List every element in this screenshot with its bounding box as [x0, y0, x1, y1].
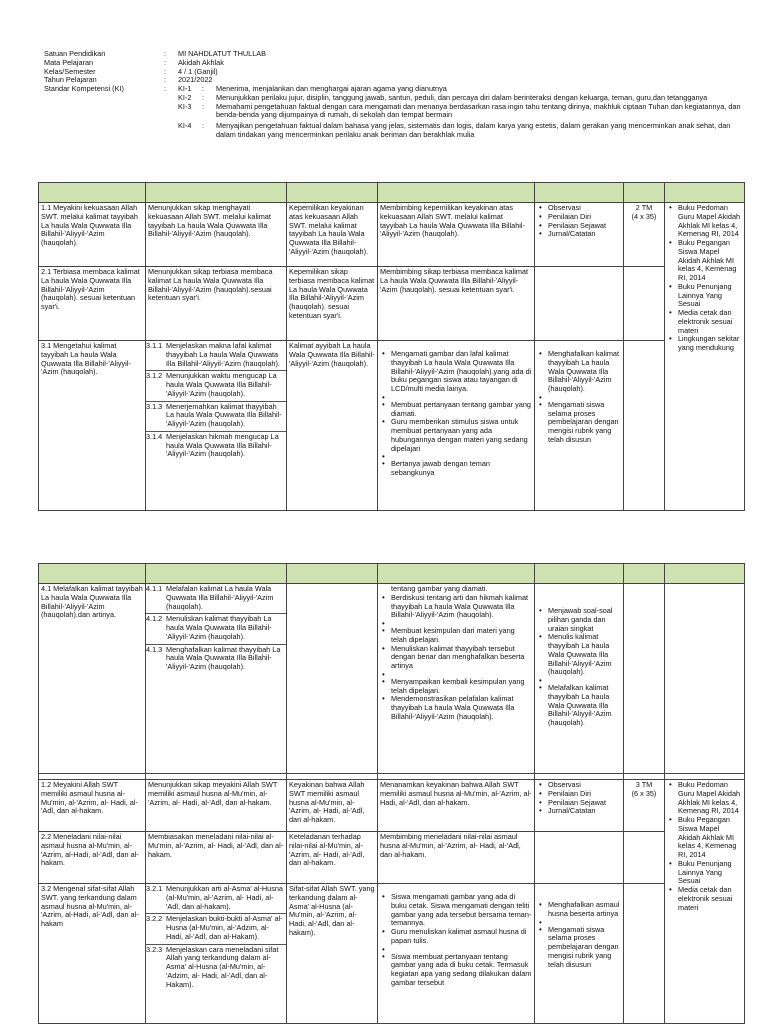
materi-cell: Sifat-sifat Allah SWT. yang terkandung dalam al-Asma' al-Husna (al-Mu'min, al-'Azrim, al- Hadi, al-'Adl, dan al-hakam).	[287, 884, 378, 1024]
list-item: • Menuliskan kalimat thayyibah tersebut dengan benar dan menghafalkan beserta artinya	[380, 645, 532, 671]
header-label: Tahun Pelajaran	[44, 75, 97, 85]
header-label: Kelas/Semester	[44, 66, 96, 76]
list-item: • Menyampaikan kembali kesimpulan yang telah dipelajari.	[380, 678, 532, 696]
list-item: • Siswa membuat pertanyaan tentang gambar yang ada di buku cetak. Termasuk kegiatan apa yang sedang dilakukan dalam gambar tersebut	[380, 953, 532, 988]
list-item: • Guru menuliskan kalimat asmaul husna di papan tulis.	[380, 928, 532, 946]
materi-cell	[287, 584, 378, 774]
list-item: • Mendemonstrasikan pelafalan kalimat thayyibah La haula Wala Quwwata Illa Billahil-'Aliyyil-'Azim (hauqolah).	[380, 695, 532, 721]
list-item: • Penilaian Diri	[537, 213, 621, 222]
waktu-menit: (4 x 35)	[631, 211, 657, 221]
list-item: • Berdiskusi tentang arti dan hikmah kalimat thayyibah La haula Wala Quwwata Illa Billahil-'Aliyyil-'Azim (hauqolah).	[380, 594, 532, 620]
list-item: • Bertanya jawab dengan teman sebangkunya	[380, 460, 532, 478]
penilaian-cell	[535, 267, 624, 341]
table-row	[39, 341, 745, 511]
kd-cell: 2.2 Meneladani nilai-nilai asmaul husna al-Mu'min, al-'Azrim, al-Hadi, al-'Adl, dan al-hakam.	[39, 832, 146, 884]
penilaian-cell	[535, 832, 624, 884]
list-item: • Penilaian Sejawat	[537, 799, 621, 808]
colon: :	[164, 75, 167, 85]
list-item: • Observasi	[537, 781, 621, 790]
list-item: • Menjawab soal-soal pilihan ganda dan uraian singkat	[537, 607, 621, 633]
ki-item: KI-4 : Menyajikan pengetahuan faktual dalam bahasa yang jelas, sistematis dan logis, dalam karya yang estetis, dalam gerakan yang mencerminkan anak sehat, dan dalam tindakan yang mencerminkan perilaku anak beriman dan berakhlak mulia	[178, 121, 731, 139]
materi-cell: Kalimat ayyibah La haula Wala Quwwata Illa Billahil-'Aliyyil-'Azim (hauqolah).	[287, 341, 378, 511]
kd-cell: 3.1 Mengetahui kalimat tayyibah La haula Wala Quwwata Illa Billahil-'Aliyyil-'Azim (hauqolah).	[39, 341, 146, 511]
table-header-row	[39, 564, 745, 584]
sub-indicator: 3.2.1 Menunjukkan arti al-Asma' al-Husna (al-Mu'min, al-'Azrim, al- Hadi, al-'Adl, dan al-hakam).	[146, 884, 286, 914]
header-row	[44, 68, 744, 77]
list-item: • Melafalkan kalimat thayyibah La haula Wala Quwwata Illa Billahil-'Aliyyil-'Azim (hauqolah).	[537, 684, 621, 728]
sumber-cell	[665, 584, 745, 774]
materi-cell: Kepemilikan keyakinan atas kekuasaan Allah SWT. melalui kalimat tayyibah La haula Wala Quwwata Illa Billahil-'Aliyyil-'Azim (hauqolah).	[287, 203, 378, 267]
waktu-tm: 2 TM	[635, 203, 653, 212]
colon: :	[164, 84, 167, 93]
ki-item: KI-2 : Menunjukkan perilaku jujur, disiplin, tanggung jawab, santun, peduli, dan percaya diri dalam berinteraksi dengan keluarga, teman, guru,dan tetangganya	[178, 92, 708, 102]
kegiatan-cell: Menanamkan keyakinan bahwa Allah SWT memiliki asmaul husna al-Mu'min, al-'Azrim, al- Hadi, al-'Adl, dan al-hakam.	[378, 780, 535, 832]
kegiatan-continuation: tentang gambar yang diamati.	[391, 584, 488, 593]
indikator-cell	[146, 341, 287, 511]
colon: :	[164, 49, 167, 58]
list-item: • Buku Pegangan Siswa Mapel Akidah Akhlak MI kelas 4, Kemenag RI, 2014	[667, 816, 742, 860]
penilaian-cell	[535, 780, 624, 832]
penilaian-cell	[535, 203, 624, 267]
sub-indicator: 4.1.1 Melafalan kalimat La haula Wala Quwwata Illa Billahil-'Aliyyil-'Azim (hauqolah).	[146, 584, 286, 614]
sub-indicator: 3.2.3 Menjelaskan cara meneladani sifat Allah yang terkandung dalam al-Asma' al-Husna (al-Mu'min, al-'Adzim, al- Hadi, al-'Adl, dan al-Hakam).	[146, 944, 279, 989]
waktu-cell	[624, 341, 665, 511]
list-item: • Menulis kalimat thayyibah La haula Wala Quwwata Illa Billahil-'Aliyyil-'Azim (hauqolah).	[537, 633, 621, 677]
list-item: • Membuat kesimpulan dari materi yang telah dipelajari.	[380, 627, 532, 645]
materi-cell: Keyakinan bahwa Allah SWT memiliki asmaul husna al-Mu'min, al-'Azrim, al- Hadi, al-'Adl, dan al-hakam.	[287, 780, 378, 832]
indikator-cell	[146, 884, 287, 1024]
sub-indicator: 3.2.2 Menjelaskan bukti-bukti al-Asma' al-Husna (al-Mu'min, al-'Adzim, al- Hadi, al-'Adl, dan al-Hakam).	[146, 914, 286, 944]
waktu-tm: 3 TM	[635, 780, 653, 789]
header-label: Standar Kompetensi (KI)	[44, 84, 124, 93]
list-item: • Buku Pegangan Siswa Mapel Akidah Akhlak MI kelas 4, Kemenag RI, 2014	[667, 239, 742, 283]
kegiatan-cell	[378, 584, 535, 774]
table-header-row	[39, 183, 745, 203]
list-item: • Media cetak dan elektronik sesuai materi	[667, 309, 742, 335]
header-value: 2021/2022	[178, 75, 213, 85]
kd-cell: 3.2 Mengenal sifat-sifat Allah SWT. yang terkandung dalam asmaul husna al-Mu'min, al-'Azrim, al-Hadi, al-'Adl, dan al-hakam	[39, 884, 146, 1024]
list-item: • Menghafalkan asmaul husna beserta artinya	[537, 901, 621, 919]
list-item: • Lingkungan sekitar yang mendukung	[667, 335, 742, 353]
indikator-cell	[146, 584, 287, 774]
kegiatan-cell: Membimbing kepemilikan keyakinan atas kekuasaan Allah SWT. melalui kalimat tayyibah La haula Wala Quwwata Illa Billahil-'Aliyyil-'Azim (hauqolah).	[378, 203, 535, 267]
colon: :	[164, 57, 167, 67]
list-item: • Mengamati siswa selama proses pembelajaran dengan mengisi rubrik yang telah disusun	[537, 401, 621, 445]
sub-indicator: 4.1.2 Menuliskan kalimat thayyibah La haula Wala Quwwata Illa Billahil-'Aliyyil-'Azim (hauqolah).	[146, 614, 286, 644]
header-value: 4 / 1 (Ganjil)	[178, 66, 218, 76]
header-row	[44, 59, 744, 68]
list-item: • Penilaian Diri	[537, 790, 621, 799]
ki-item: KI-3 : Memahami pengetahuan faktual dengan cara mengamati dan menanya berdasarkan rasa ingin tahu tentang dirinya, makhluk ciptaan Tuhan dan kegiatannya, dan benda-benda yang dijumpainya di rumah, di sekolah dan tempat bermain	[178, 101, 741, 120]
list-item: • Mengamati siswa selama proses pembelajaran dengan mengisi rubrik yang telah disusun	[537, 926, 621, 970]
table-row	[39, 203, 745, 267]
list-item: • Jurnal/Catatan	[537, 807, 621, 816]
table-row	[39, 267, 745, 341]
waktu-cell	[624, 584, 665, 774]
indikator-cell: Menunjukkan sikap menghayati kekuasaan Allah SWT. melalui kalimat tayyibah La haula Wala Quwwata Illa Billahil-'Aliyyil-'Azim (hauqolah).	[146, 203, 287, 267]
waktu-cell	[624, 884, 665, 1024]
sub-indicator: 4.1.3 Menghafalkan kalimat thayyibah La haula Wala Quwwata Illa Billahil-'Aliyyil-'Azim (hauqolah).	[146, 644, 281, 671]
list-item: • Siswa mengamati gambar yang ada di buku cetak. Siswa mengamati dengan teliti gambar yang ada tersebut bersama teman-temannya.	[380, 893, 532, 928]
kd-cell: 4.1 Melafalkan kalimat tayyibah La haula Wala Quwwata Illa Billahil-'Aliyyil-'Azim (hauqolah).dan artinya.	[39, 584, 146, 774]
kegiatan-cell: Membimbing meneladani nilai-nilai asmaul husna al-Mu'min, al-'Azrim, al- Hadi, al-'Adl, dan al-hakam.	[378, 832, 535, 884]
waktu-cell	[624, 832, 665, 884]
list-item: • Mengamati gambar dan lafal kalimat thayyibah La haula Wala Quwwata Illa Billahil-'Aliyyil-'Azim (hauqolah).yang ada di buku pegangan siswa atau tayangan di LCD/multi media lainya.	[380, 350, 532, 394]
kd-cell: 1.2 Meyakini Allah SWT memiliki asmaul husna al-Mu'min, al-'Azrim, al- Hadi, al-'Adl, dan al-hakam.	[39, 780, 146, 832]
table-row	[39, 780, 745, 832]
list-item: • Menghafalkan kalimat thayyibah La haula Wala Quwwata Illa Billahil-'Aliyyil-'Azim (hauqolah).	[537, 350, 621, 394]
waktu-cell	[624, 267, 665, 341]
list-item: • Buku Pedoman Guru Mapel Akidah Akhlak MI kelas 4, Kemenag RI, 2014	[667, 781, 742, 816]
waktu-cell	[624, 203, 665, 267]
header-value: MI NAHDLATUT THULLAB	[178, 49, 266, 58]
list-item: • Guru memberikan stimulus siswa untuk membuat pertanyaan yang ada hubungannya dengan materi yang sedang dipelajari	[380, 418, 532, 453]
kegiatan-cell	[378, 341, 535, 511]
list-item: • Jurnal/Catatan	[537, 230, 621, 239]
sumber-cell	[665, 780, 745, 1024]
sub-indicator: 3.1.2 Menunjukkan waktu mengucap La haula Wala Quwwata Illa Billahil-'Aliyyil-'Azim (hauqolah).	[146, 371, 286, 401]
sub-indicator: 3.1.3 Menerjemahkan kalimat thayyibah La haula Wala Quwwata Illa Billahil-'Aliyyil-'Azim (hauqolah).	[146, 401, 286, 431]
document-header	[44, 50, 744, 140]
list-item: • Buku Penunjang Lainnya Yang Sesuai	[667, 860, 742, 886]
header-row	[44, 50, 744, 59]
header-label: Satuan Pendidikan	[44, 49, 106, 58]
colon: :	[164, 66, 167, 76]
syllabus-table-2	[38, 563, 745, 1024]
sub-indicator: 3.1.1 Menjelaskan makna lafal kalimat thayyibah La haula Wala Quwwata Illa Billahil-'Aliyyil-'Azim (hauqolah).	[146, 341, 286, 371]
kegiatan-cell: Membimbing sikap terbiasa membaca kalimat La haula Wala Quwwata Illa Billahil-'Aliyyil-'Azim (hauqolah). sesuai ketentuan syar'i.	[378, 267, 535, 341]
table-row	[39, 884, 745, 1024]
waktu-menit: (6 x 35)	[631, 788, 657, 798]
list-item: • Buku Penunjang Lainnya Yang Sesuai	[667, 283, 742, 309]
sub-indicator: 3.1.4 Menjelaskan hikmah mengucap La haula Wala Quwwata Illa Billahil-'Aliyyil-'Azim (hauqolah).	[146, 431, 279, 459]
syllabus-table-1	[38, 182, 745, 511]
kegiatan-cell	[378, 884, 535, 1024]
indikator-cell: Menunjukkan sikap meyakini Allah SWT memiliki asmaul husna al-Mu'min, al-'Azrim, al- Hadi, al-'Adl, dan al-hakam.	[146, 780, 287, 832]
kd-cell: 2.1 Terbiasa membaca kalimat La haula Wala Quwwata Illa Billahil-'Aliyyil-'Azim (hauqolah). sesuai ketentuan syar'i.	[39, 267, 146, 341]
header-value: Akidah Akhlak	[178, 57, 224, 67]
indikator-cell: Menunjukkan sikap terbiasa membaca kalimat La haula Wala Quwwata Illa Billahil-'Aliyyil-'Azim (hauqolah).sesuai ketentuan syar'i.	[146, 267, 287, 341]
list-item: • Observasi	[537, 204, 621, 213]
sumber-cell	[665, 203, 745, 511]
indikator-cell: Membiasakan meneladani nilai-nilai al-Mu'min, al-'Azrim, al- Hadi, al-'Adl, dan al-hakam.	[146, 832, 287, 884]
ki-item: KI-1 : Menerima, menjalankan dan menghargai ajaran agama yang dianutnya	[178, 84, 447, 93]
materi-cell: Keteladanan terhadap nilai-nilai al-Mu'min, al-'Azrim, al- Hadi, al-'Adl, dan al-hakam.	[287, 832, 378, 884]
penilaian-cell	[535, 884, 624, 1024]
kd-cell: 1.1 Meyakini kekuasaan Allah SWT. melalui kalimat tayyibah La haula Wala Quwwata Illa Billahil-'Aliyyil-'Azim (hauqolah).	[39, 203, 146, 267]
list-item: • Buku Pedoman Guru Mapel Akidah Akhlak MI kelas 4, Kemenag RI, 2014	[667, 204, 742, 239]
list-item: • Membuat pertanyaan tentang gambar yang diamati.	[380, 401, 532, 419]
penilaian-cell	[535, 584, 624, 774]
list-item: • Penilaian Sejawat	[537, 222, 621, 231]
table-row	[39, 832, 745, 884]
header-label: Mata Pelajaran	[44, 57, 94, 67]
list-item: • Media cetak dan elektronik sesuai materi	[667, 886, 742, 912]
penilaian-cell	[535, 341, 624, 511]
waktu-cell	[624, 780, 665, 832]
table-row	[39, 584, 745, 774]
materi-cell: Kepemilikan sikap terbiasa membaca kalimat La haula Wala Quwwata Illa Billahil-'Aliyyil-'Azim (hauqolah). sesuai ketentuan syar'i.	[287, 267, 378, 341]
